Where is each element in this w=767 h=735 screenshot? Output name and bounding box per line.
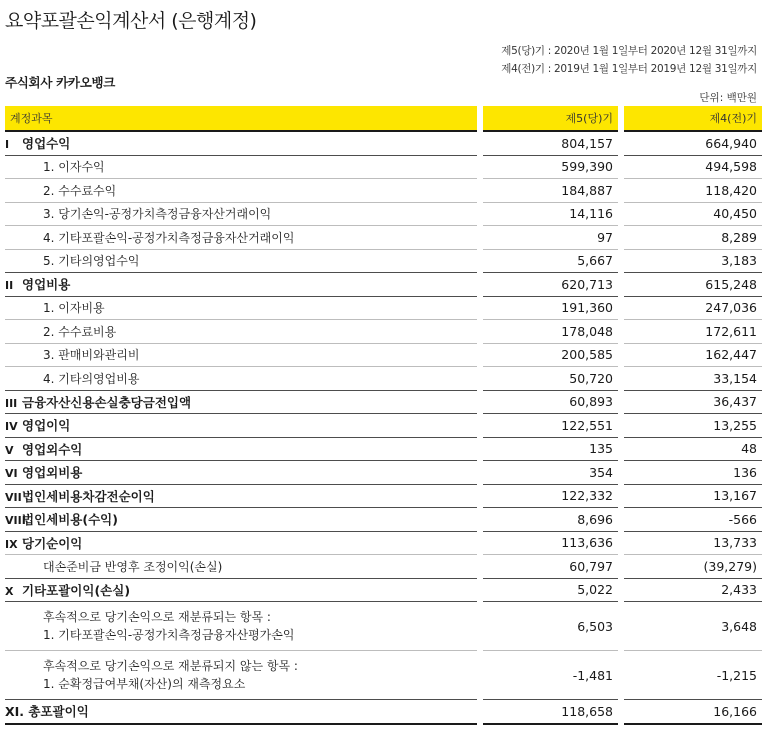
company-name: 주식회사 카카오뱅크 xyxy=(5,75,116,90)
value-current: 135 xyxy=(480,437,621,461)
row-label-line2: 1. 기타포괄손익-공정가치측정금융자산평가손익 xyxy=(43,628,295,642)
row-label-line2: 1. 순확정급여부채(자산)의 재측정요소 xyxy=(43,677,246,691)
row-label xyxy=(5,508,480,532)
table-row xyxy=(5,555,762,579)
table-row xyxy=(5,131,762,155)
table-row xyxy=(5,578,762,602)
row-label xyxy=(5,437,480,461)
value-prior: (39,279) xyxy=(621,555,762,579)
row-label: 대손준비금 반영후 조정이익(손실) xyxy=(5,555,480,579)
row-label xyxy=(5,651,480,700)
value-current: 113,636 xyxy=(480,531,621,555)
row-label: 4. 기타의영업비용 xyxy=(5,367,480,391)
value-prior: 36,437 xyxy=(621,390,762,414)
table-row xyxy=(5,296,762,320)
value-current: 620,713 xyxy=(480,273,621,297)
value-current: 122,332 xyxy=(480,484,621,508)
row-label-text: 영업비용 xyxy=(22,277,71,293)
value-current: 60,797 xyxy=(480,555,621,579)
table-row xyxy=(5,508,762,532)
value-current: 6,503 xyxy=(480,602,621,651)
row-label-text: 영업외수익 xyxy=(22,441,83,457)
value-prior: 247,036 xyxy=(621,296,762,320)
table-row xyxy=(5,700,762,724)
value-prior: 33,154 xyxy=(621,367,762,391)
value-current: 354 xyxy=(480,461,621,485)
value-prior: 118,420 xyxy=(621,179,762,203)
table-row xyxy=(5,179,762,203)
row-label-text: 법인세비용(수익) xyxy=(22,512,118,528)
roman-numeral: IV xyxy=(5,420,18,434)
value-current: 122,551 xyxy=(480,414,621,438)
row-label xyxy=(5,531,480,555)
row-label-text: 영업이익 xyxy=(22,418,71,434)
value-current: 5,667 xyxy=(480,249,621,273)
value-current: 178,048 xyxy=(480,320,621,344)
table-row xyxy=(5,367,762,391)
header-current: 제5(당)기 xyxy=(480,106,621,131)
value-prior: 13,255 xyxy=(621,414,762,438)
table-row xyxy=(5,273,762,297)
row-label xyxy=(5,390,480,414)
period-current: 제5(당)기 : 2020년 1월 1일부터 2020년 12월 31일까지 xyxy=(501,45,757,57)
row-label xyxy=(5,578,480,602)
value-prior: -566 xyxy=(621,508,762,532)
value-prior: 16,166 xyxy=(621,700,762,724)
row-label-text: 당기순이익 xyxy=(22,535,83,551)
row-label: 3. 당기손익-공정가치측정금융자산거래이익 xyxy=(5,202,480,226)
row-label xyxy=(5,461,480,485)
roman-numeral: VII xyxy=(5,490,22,504)
value-prior: 494,598 xyxy=(621,155,762,179)
row-label: 2. 수수료비용 xyxy=(5,320,480,344)
row-label-text: 영업수익 xyxy=(22,136,71,152)
table-row xyxy=(5,531,762,555)
value-prior: 13,167 xyxy=(621,484,762,508)
income-statement-table xyxy=(5,106,762,725)
row-label-line1: 후속적으로 당기손익으로 재분류되는 항목 : xyxy=(43,610,271,624)
row-label: 3. 판매비와관리비 xyxy=(5,343,480,367)
value-prior: 136 xyxy=(621,461,762,485)
value-current: 50,720 xyxy=(480,367,621,391)
roman-numeral: III xyxy=(5,396,18,410)
row-label-text: 기타포괄이익(손실) xyxy=(22,582,131,598)
value-prior: 3,183 xyxy=(621,249,762,273)
value-prior: 48 xyxy=(621,437,762,461)
table-row xyxy=(5,437,762,461)
table-row xyxy=(5,202,762,226)
row-label: 5. 기타의영업수익 xyxy=(5,249,480,273)
value-current: 8,696 xyxy=(480,508,621,532)
table-row xyxy=(5,651,762,700)
header-prior: 제4(전)기 xyxy=(621,106,762,131)
roman-numeral: IX xyxy=(5,537,18,551)
row-label-text: 금융자산신용손실충당금전입액 xyxy=(22,394,192,410)
roman-numeral: VI xyxy=(5,467,18,481)
value-prior: 162,447 xyxy=(621,343,762,367)
value-prior: 40,450 xyxy=(621,202,762,226)
roman-numeral: VIII xyxy=(5,514,26,528)
roman-numeral: X xyxy=(5,584,14,598)
row-label: 4. 기타포괄손익-공정가치측정금융자산거래이익 xyxy=(5,226,480,250)
page-title: 요약포괄손익계산서 (은행계정) xyxy=(5,10,257,32)
row-label-text: 법인세비용차감전순이익 xyxy=(22,488,155,504)
value-prior: -1,215 xyxy=(621,651,762,700)
row-label xyxy=(5,602,480,651)
value-current: 5,022 xyxy=(480,578,621,602)
row-label xyxy=(5,414,480,438)
value-prior: 3,648 xyxy=(621,602,762,651)
row-label: XI. 총포괄이익 xyxy=(5,700,480,724)
value-current: 200,585 xyxy=(480,343,621,367)
value-prior: 2,433 xyxy=(621,578,762,602)
value-current: 804,157 xyxy=(480,131,621,155)
table-row xyxy=(5,226,762,250)
value-prior: 13,733 xyxy=(621,531,762,555)
value-current: 191,360 xyxy=(480,296,621,320)
value-current: -1,481 xyxy=(480,651,621,700)
row-label: 1. 이자비용 xyxy=(5,296,480,320)
table-row xyxy=(5,343,762,367)
table-row xyxy=(5,602,762,651)
table-row xyxy=(5,249,762,273)
table-row xyxy=(5,155,762,179)
value-prior: 172,611 xyxy=(621,320,762,344)
value-current: 599,390 xyxy=(480,155,621,179)
roman-numeral: I xyxy=(5,138,10,152)
value-prior: 615,248 xyxy=(621,273,762,297)
row-label-text: 영업외비용 xyxy=(22,465,83,481)
header-account: 계정과목 xyxy=(5,106,480,131)
row-label xyxy=(5,273,480,297)
value-prior: 8,289 xyxy=(621,226,762,250)
value-current: 184,887 xyxy=(480,179,621,203)
table-row xyxy=(5,320,762,344)
roman-numeral: II xyxy=(5,279,14,293)
row-label: 1. 이자수익 xyxy=(5,155,480,179)
period-prior: 제4(전)기 : 2019년 1월 1일부터 2019년 12월 31일까지 xyxy=(501,63,757,75)
table-header-row xyxy=(5,106,762,131)
value-prior: 664,940 xyxy=(621,131,762,155)
value-current: 14,116 xyxy=(480,202,621,226)
row-label xyxy=(5,131,480,155)
roman-numeral: V xyxy=(5,443,14,457)
value-current: 97 xyxy=(480,226,621,250)
table-row xyxy=(5,484,762,508)
table-row xyxy=(5,461,762,485)
row-label xyxy=(5,484,480,508)
unit-label: 단위: 백만원 xyxy=(699,92,757,104)
value-current: 60,893 xyxy=(480,390,621,414)
table-row xyxy=(5,414,762,438)
row-label-line1: 후속적으로 당기손익으로 재분류되지 않는 항목 : xyxy=(43,659,298,673)
table-row xyxy=(5,390,762,414)
value-current: 118,658 xyxy=(480,700,621,724)
row-label: 2. 수수료수익 xyxy=(5,179,480,203)
